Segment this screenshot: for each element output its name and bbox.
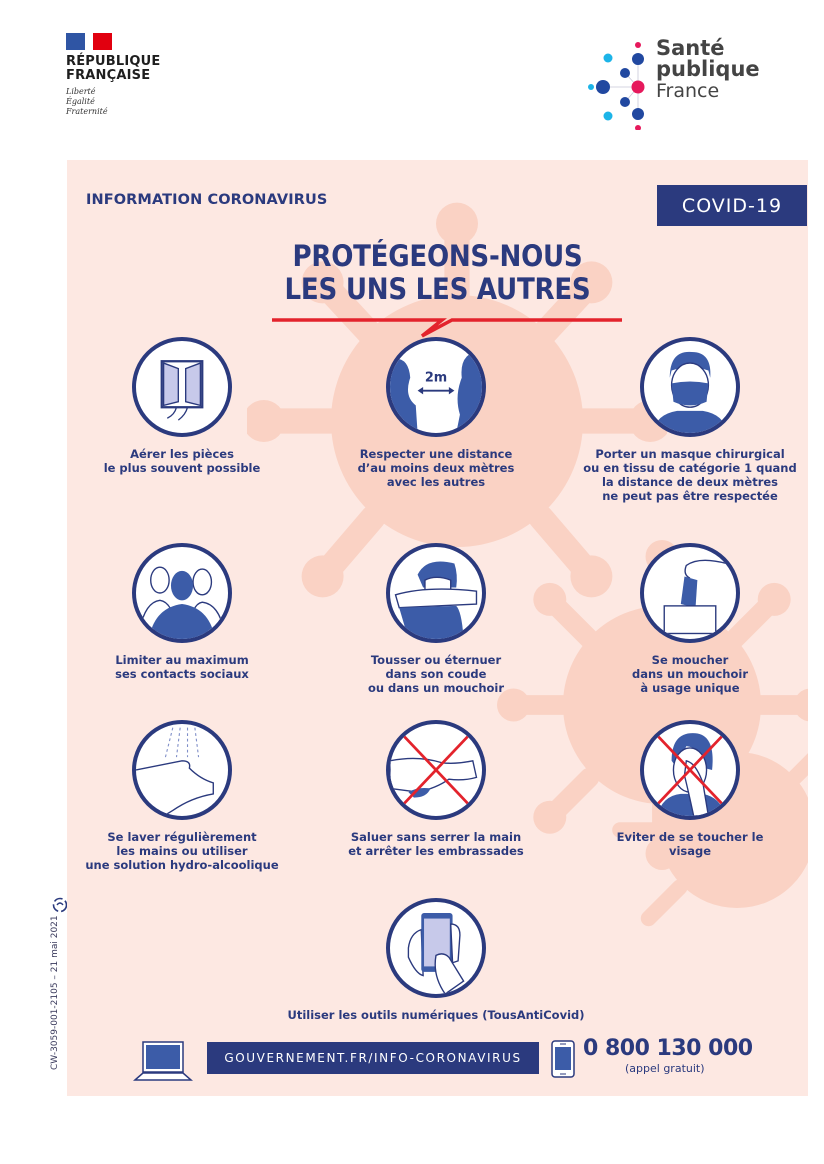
open-window-icon <box>132 337 232 437</box>
gesture-caption <box>67 447 297 475</box>
caption-line: dans un mouchoir <box>632 667 748 681</box>
face-mask-icon <box>640 337 740 437</box>
marianne-flag-icon <box>66 33 112 50</box>
hotline-number[interactable]: 0 800 130 000 <box>583 1036 753 1061</box>
laptop-icon <box>133 1040 193 1082</box>
gesture-distance <box>321 337 551 489</box>
gesture-digital-tools <box>271 898 601 1022</box>
spf-sante: Santé <box>656 36 725 60</box>
gesture-wash-hands <box>67 720 297 872</box>
wash-hands-icon <box>132 720 232 820</box>
covid-badge: COVID-19 <box>657 185 807 226</box>
caption-line: visage <box>668 844 712 858</box>
svg-text:2m: 2m <box>424 370 448 386</box>
gesture-caption <box>67 830 297 872</box>
motto-fraternite: Fraternité <box>66 107 108 116</box>
main-title <box>104 240 771 306</box>
republique-name <box>66 55 206 83</box>
gesture-caption <box>575 653 805 695</box>
gesture-mask <box>575 337 805 503</box>
caption-line: Porter un masque chirurgical <box>595 447 785 461</box>
information-panel <box>67 160 808 1096</box>
caption-line: dans son coude <box>385 667 487 681</box>
motto-egalite: Égalité <box>66 97 95 106</box>
caption-line: ou dans un mouchoir <box>367 681 505 695</box>
smartphone-app-icon <box>386 898 486 998</box>
caption-line: Limiter au maximum <box>115 653 249 667</box>
document-reference-code: CW-3059-001-2105 – 21 mai 2021 <box>50 915 60 1070</box>
gesture-caption <box>321 447 551 489</box>
gesture-caption <box>271 1008 601 1022</box>
spf-dots-icon <box>588 30 658 130</box>
caption-line: une solution hydro-alcoolique <box>85 858 279 872</box>
gesture-caption <box>575 447 805 503</box>
republique-francaise-logo <box>66 33 206 117</box>
motto-liberte: Liberté <box>66 87 96 96</box>
gesture-ventilate <box>67 337 297 475</box>
group-people-icon <box>132 543 232 643</box>
caption-line: les mains ou utiliser <box>116 844 248 858</box>
spf-publique: publique <box>656 57 760 81</box>
caption-line: Saluer sans serrer la main <box>350 830 522 844</box>
title-line-2: LES UNS LES AUTRES <box>284 272 591 306</box>
sante-publique-france-logo <box>588 30 788 130</box>
gesture-no-face-touch <box>575 720 805 858</box>
caption-line: Tousser ou éternuer <box>370 653 502 667</box>
caption-line: Se laver régulièrement <box>107 830 257 844</box>
francaise-line: FRANÇAISE <box>66 68 151 83</box>
gesture-caption <box>575 830 805 858</box>
touch-face-crossed-icon <box>640 720 740 820</box>
caption-line: Se moucher <box>651 653 729 667</box>
caption-line: à usage unique <box>640 681 740 695</box>
caption-line: d’au moins deux mètres <box>357 461 515 475</box>
handshake-crossed-icon <box>386 720 486 820</box>
caption-line: Aérer les pièces <box>130 447 234 461</box>
caption-line: ou en tissu de catégorie 1 quand <box>583 461 797 475</box>
gesture-limit-contacts <box>67 543 297 681</box>
recycle-logo-icon <box>52 897 68 913</box>
phone-icon <box>551 1040 575 1078</box>
hotline-note: (appel gratuit) <box>625 1062 705 1075</box>
caption-line: la distance de deux mètres <box>601 475 779 489</box>
gesture-tissue <box>575 543 805 695</box>
caption-line: Utiliser les outils numériques (TousAntiCovid) <box>287 1008 585 1022</box>
distance-2m-icon <box>386 337 486 437</box>
caption-line: et arrêter les embrassades <box>348 844 524 858</box>
spf-france: France <box>656 80 720 102</box>
tissue-box-icon <box>640 543 740 643</box>
info-title: INFORMATION CORONAVIRUS <box>86 192 328 208</box>
republique-motto <box>66 87 206 117</box>
caption-line: Eviter de se toucher le <box>616 830 764 844</box>
republique-line: RÉPUBLIQUE <box>66 54 161 69</box>
caption-line: ses contacts sociaux <box>115 667 249 681</box>
gesture-caption <box>67 653 297 681</box>
gesture-no-handshake <box>321 720 551 858</box>
spf-wordmark <box>656 38 760 102</box>
gesture-cough-elbow <box>321 543 551 695</box>
caption-line: avec les autres <box>386 475 486 489</box>
gesture-caption <box>321 830 551 858</box>
title-line-1: PROTÉGEONS-NOUS <box>292 239 583 273</box>
caption-line: ne peut pas être respectée <box>602 489 778 503</box>
website-link[interactable]: GOUVERNEMENT.FR/INFO-CORONAVIRUS <box>207 1042 539 1074</box>
caption-line: le plus souvent possible <box>103 461 261 475</box>
caption-line: Respecter une distance <box>359 447 513 461</box>
gesture-caption <box>321 653 551 695</box>
cough-elbow-icon <box>386 543 486 643</box>
